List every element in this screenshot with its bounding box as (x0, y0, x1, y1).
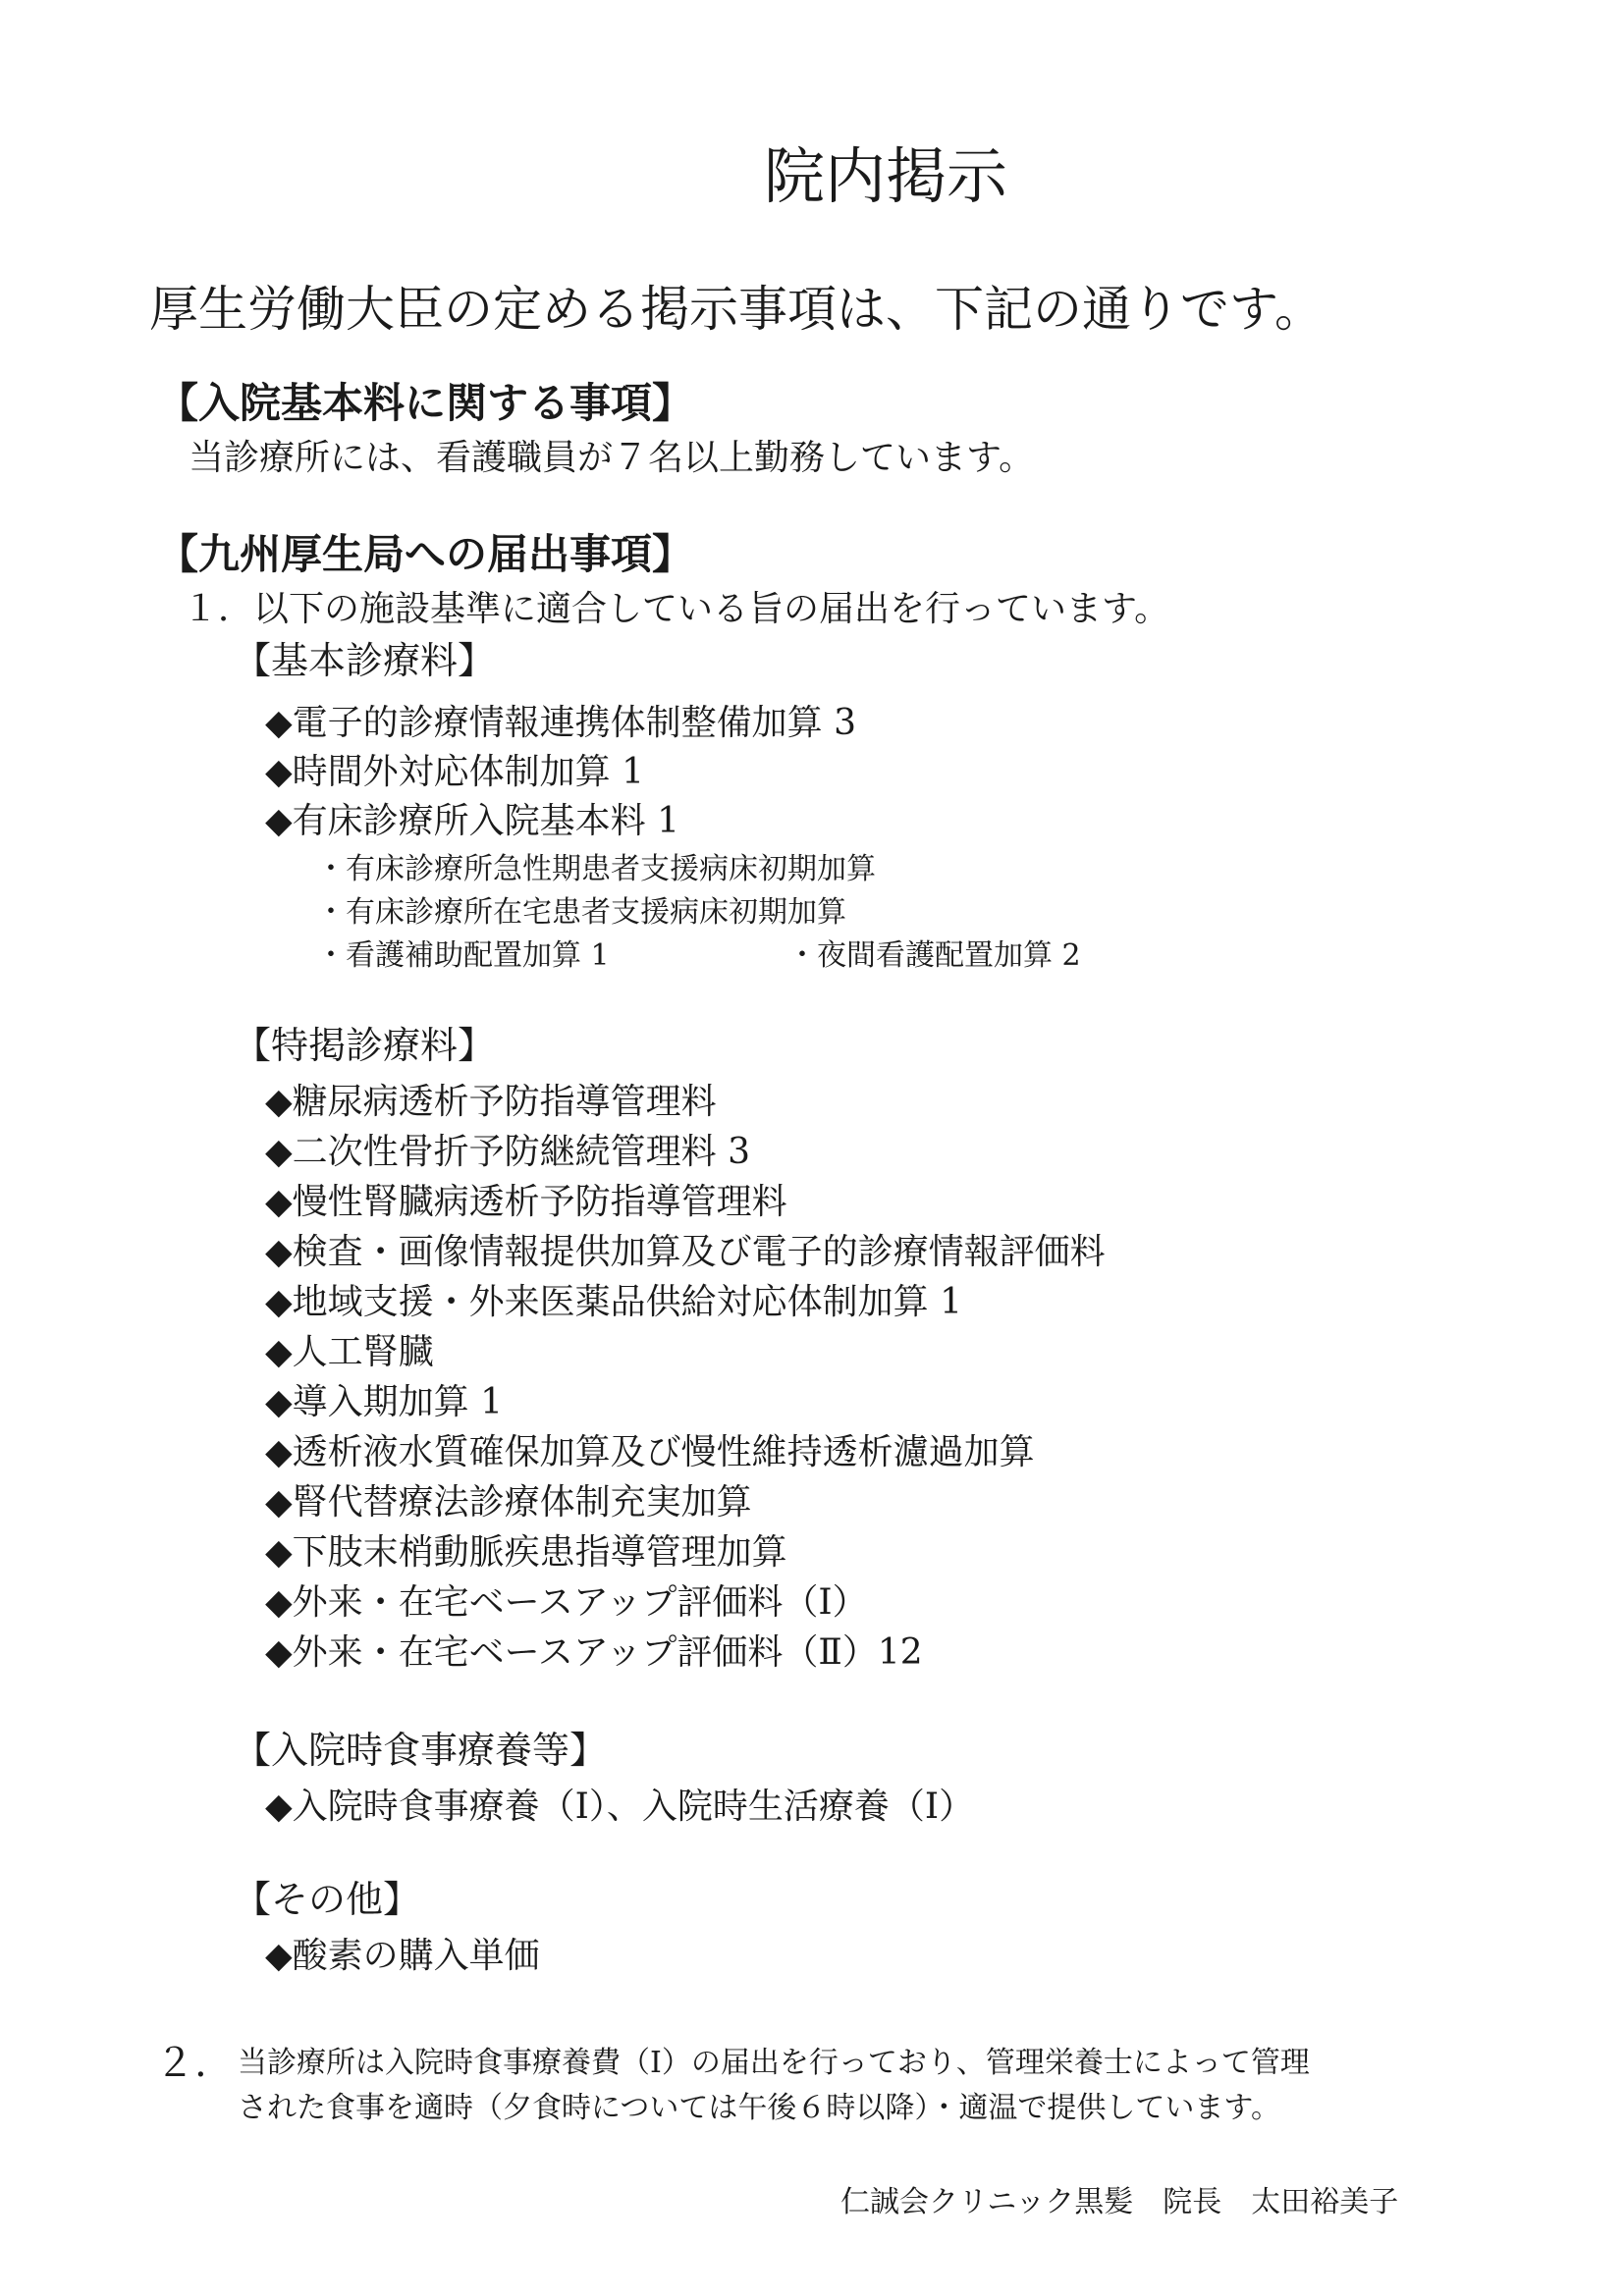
special-item: ◆地域支援・外来医薬品供給対応体制加算 1 (265, 1282, 963, 1322)
special-item: ◆糖尿病透析予防指導管理料 (265, 1082, 717, 1122)
basic-heading: 【基本診療料】 (234, 639, 496, 682)
meal-heading: 【入院時食事療養等】 (234, 1729, 608, 1772)
special-item: ◆検査・画像情報提供加算及び電子的診療情報評価料 (265, 1232, 1106, 1272)
kyushu-item1: １．以下の施設基準に適合している旨の届出を行っています。 (183, 589, 1170, 629)
basic-item: ◆電子的診療情報連携体制整備加算 3 (265, 703, 857, 743)
other-heading: 【その他】 (234, 1878, 421, 1921)
note2-line1: 当診療所は入院時食事療養費（Ⅰ）の届出を行っており、管理栄養士によって管理 (238, 2046, 1310, 2080)
basic-subitem: ・看護補助配置加算 1 (316, 938, 610, 973)
special-item: ◆透析液水質確保加算及び慢性維持透析濾過加算 (265, 1432, 1035, 1472)
special-item: ◆人工腎臓 (265, 1332, 434, 1372)
note2-number: ２. (155, 2041, 207, 2086)
special-item: ◆下肢末梢動脈疾患指導管理加算 (265, 1532, 787, 1573)
intro-text: 厚生労働大臣の定める掲示事項は、下記の通りです。 (149, 281, 1324, 338)
special-item: ◆外来・在宅ベースアップ評価料（Ⅱ）12 (265, 1632, 923, 1673)
note2-line2: された食事を適時（夕食時については午後６時以降）・適温で提供しています。 (238, 2091, 1280, 2125)
special-heading: 【特掲診療料】 (234, 1024, 496, 1067)
special-item: ◆外来・在宅ベースアップ評価料（Ⅰ） (265, 1582, 868, 1623)
special-item: ◆慢性腎臓病透析予防指導管理料 (265, 1182, 787, 1222)
page-title: 院内掲示 (763, 140, 1007, 212)
special-item: ◆腎代替療法診療体制充実加算 (265, 1482, 752, 1522)
basic-subitem: ・有床診療所急性期患者支援病床初期加算 (316, 852, 876, 886)
special-item: ◆二次性骨折予防継続管理料 3 (265, 1132, 751, 1172)
basic-item: ◆有床診療所入院基本料 1 (265, 801, 680, 841)
signature: 仁誠会クリニック黒髪 院長 太田裕美子 (840, 2185, 1399, 2219)
admission-text: 当診療所には、看護職員が７名以上勤務しています。 (189, 438, 1035, 478)
basic-subitem: ・有床診療所在宅患者支援病床初期加算 (316, 895, 846, 930)
special-item: ◆導入期加算 1 (265, 1382, 504, 1422)
basic-subitem: ・夜間看護配置加算 2 (787, 938, 1081, 973)
meal-item: ◆入院時食事療養（Ⅰ）、入院時生活療養（Ⅰ） (265, 1787, 975, 1827)
admission-heading: 【入院基本料に関する事項】 (157, 379, 694, 427)
kyushu-heading: 【九州厚生局への届出事項】 (157, 530, 694, 578)
other-item: ◆酸素の購入単価 (265, 1936, 540, 1976)
basic-item: ◆時間外対応体制加算 1 (265, 752, 645, 792)
